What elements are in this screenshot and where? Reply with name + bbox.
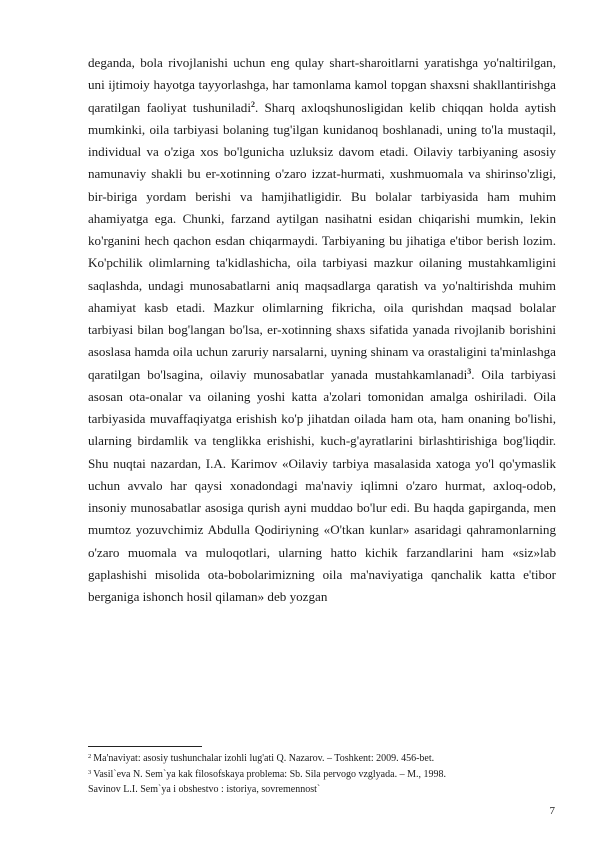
footnote-3-continuation: Savinov L.I. Sem`ya i obshestvo : istoriya, sovremennost` — [88, 784, 321, 795]
paragraph-part-2: . Sharq axloqshunosligidan kelib chiqqan holda aytish mumkinki, oila tarbiyasi bolaning tug'ilgan kunidanoq boshlanadi, uning to'la mustaqil, individual va o'ziga xos bo'lgunicha uzluksiz davom etadi. Oilaviy tarbiyaning asosiy namunaviy shakli bu er-xotinning o'zaro izzat-hurmati, xushmuomala va shirinso'zligi, bir-biriga yordam berishi va hamjihatligidir. Bu bolalar tarbiyasida ham muhim ahamiyatga ega. Chunki, farzand aytilgan nasihatni esidan chiqarishi mumkin, lekin ko'rganini hech qachon esdan chiqarmaydi. Tarbiyaning bu jihatiga e'tibor berish lozim. Ko'pchilik olimlarning ta'kidlashicha, oila tarbiyasi mazkur oilaning mustahkamligini saqlashda, undagi munosabatlarni aniq maqsadlarga qaratish va yo'naltirishda muhim ahamiyat kasb etadi. Mazkur olimlarning fikricha, oila qurishdan maqsad bolalar tarbiyasi bilan bog'langan bo'lsa, er-xotinning shaxs sifatida yanada rivojlanib borishini asoslasa hamda oila uchun zaruriy narsalarni, uyning shinam va orastaligini ta'minlashga qaratilgan bo'lsagina, oilaviy munosabatlar yanada mustahkamlanadi — [88, 99, 556, 382]
footnote-text: Vasil`eva N. Sem`ya kak filosofskaya problema: Sb. Sila pervogo vzglyada. – M., 1998. — [93, 768, 446, 780]
footnote-3 — [88, 768, 556, 782]
body-text — [88, 52, 556, 608]
footnote-mark: 2 — [88, 753, 92, 760]
footnote-text: Ma'naviyat: asosiy tushunchalar izohli lug'ati Q. Nazarov. – Toshkent: 2009. 456-bet. — [93, 753, 435, 764]
footnote-mark: 3 — [88, 768, 92, 776]
footnote-reference-2[interactable]: 2 — [250, 99, 255, 109]
footnote-2 — [88, 752, 556, 766]
footnotes — [88, 752, 556, 797]
page-number: 7 — [549, 805, 555, 817]
footnote-reference-3[interactable]: 3 — [467, 366, 472, 376]
paragraph-part-1: deganda, bola rivojlanishi uchun eng qulay shart-sharoitlarni yaratishga yo'naltirilgan, uni ijtimoiy hayotga tayyorlashga, har tamonlama kamol topgan shaxsni shakllantirishga qaratilgan faoliyat tushuniladi — [88, 55, 556, 115]
footnote-separator — [88, 746, 202, 747]
paragraph-part-3: . Oila tarbiyasi asosan ota-onalar va oilaning yoshi katta a'zolari tomonidan amalga oshiriladi. Oila tarbiyasida muvaffaqiyatga erishish ko'p jihatdan oilada ham ota, ham onaning bo'lishi, ularning birdamlik va tenglikka erishishi, kuch-g'ayratlarini birlashtirishiga bog'liqdir. Shu nuqtai nazardan, I.A. Karimov «Oilaviy tarbiya masalasida xatoga yo'l qo'ymaslik uchun avvalo har qaysi xonadondagi ma'naviy iqlimni o'zaro hurmat, axloq-odob, insoniy munosabatlar asosiga qurish ayni muddao bo'lur edi. Bu haqda gapirganda, men mumtoz yozuvchimiz Abdulla Qodiriyning «O'tkan kunlar» asaridagi qahramonlarning o'zaro muomala va muloqotlari, ularning hatto kichik farzandlarini ham «siz»lab gaplashishi misolida ota-bobolarimizning oila ma'naviyatiga qanchalik katta e'tibor berganiga ishonch hosil qilaman» deb yozgan — [88, 366, 557, 604]
body-paragraph — [88, 52, 556, 608]
